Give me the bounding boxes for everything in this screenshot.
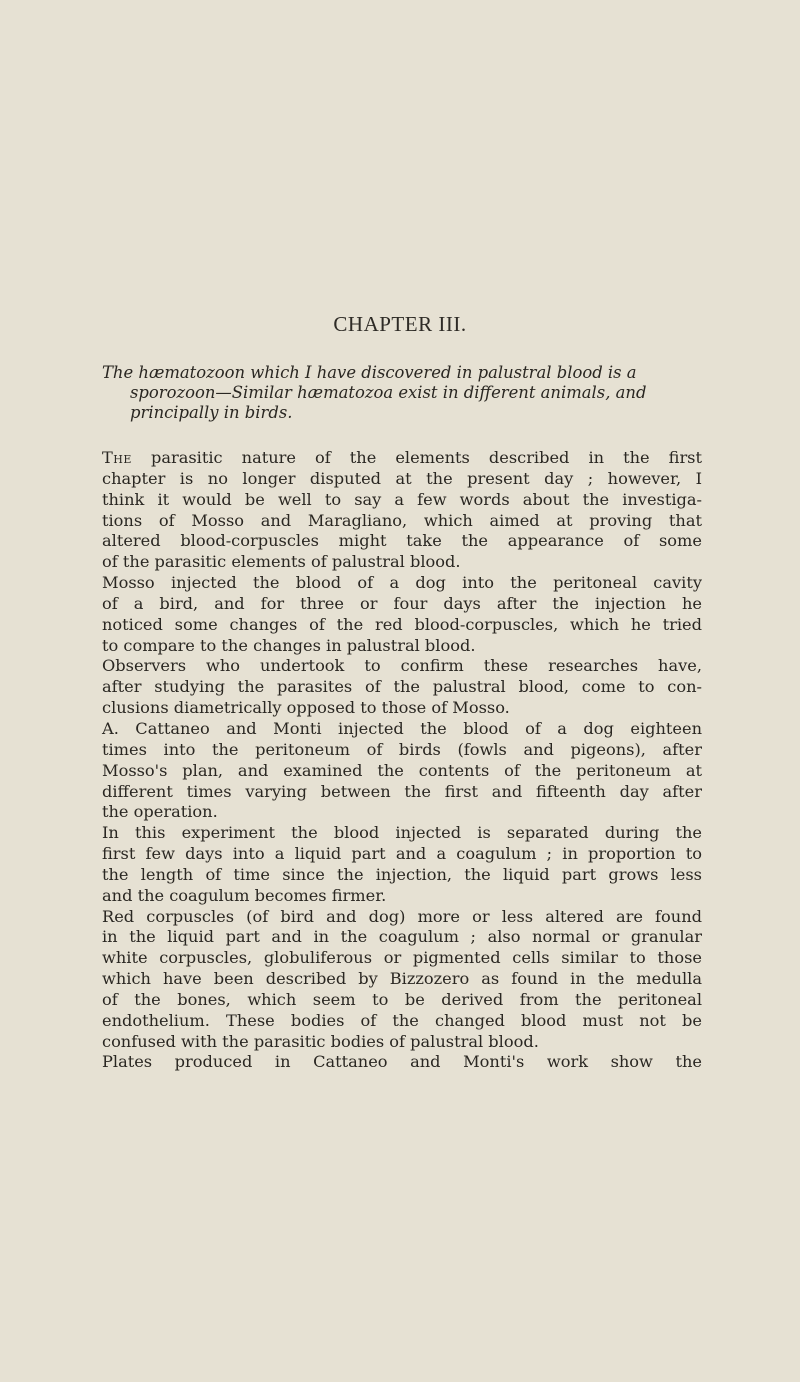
- body-line: clusions diametrically opposed to those of Mosso.: [102, 698, 510, 718]
- body-line: the length of time since the injection, the liquid part grows less: [102, 864, 702, 884]
- chapter-heading: CHAPTER III.: [333, 312, 467, 336]
- body-line: tions of Mosso and Maragliano, which aimed at proving that: [102, 510, 702, 530]
- body-line: Observers who undertook to confirm these researches have,: [102, 656, 702, 676]
- body-line: endothelium. These bodies of the changed blood must not be: [102, 1010, 702, 1030]
- body-line: of the parasitic elements of palustral blood.: [102, 552, 461, 572]
- body-line: the operation.: [102, 802, 218, 822]
- body-line: Mosso's plan, and examined the contents of the peritoneum at: [102, 760, 702, 780]
- body-line: chapter is no longer disputed at the present day ; however, I: [102, 468, 702, 488]
- chapter-summary: [102, 363, 702, 423]
- body-line-text: parasitic nature of the elements described in the first: [131, 448, 702, 467]
- body-line: confused with the parasitic bodies of palustral blood.: [102, 1031, 539, 1051]
- body-line: white corpuscles, globuliferous or pigmented cells similar to those: [102, 948, 702, 968]
- body-line: Red corpuscles (of bird and dog) more or less altered are found: [102, 906, 702, 926]
- body-line: in the liquid part and in the coagulum ; also normal or granular: [102, 927, 702, 947]
- body-line: of the bones, which seem to be derived from the peritoneal: [102, 989, 702, 1009]
- body-line: and the coagulum becomes firmer.: [102, 885, 387, 905]
- body-line: Mosso injected the blood of a dog into the peritoneal cavity: [102, 573, 702, 593]
- body-line: noticed some changes of the red blood-corpuscles, which he tried: [102, 614, 702, 634]
- body-line: altered blood-corpuscles might take the appearance of some: [102, 531, 702, 551]
- body-line: Plates produced in Cattaneo and Monti's work show the: [102, 1052, 702, 1072]
- summary-line: principally in birds.: [130, 403, 293, 422]
- body-line: after studying the parasites of the palustral blood, come to con-: [102, 677, 702, 697]
- chapter-body: [102, 448, 702, 1073]
- summary-line: The hæmatozoon which I have discovered in palustral blood is a: [102, 363, 637, 382]
- summary-line: sporozoon—Similar hæmatozoa exist in different animals, and: [130, 383, 647, 402]
- body-line: first few days into a liquid part and a coagulum ; in proportion to: [102, 844, 702, 864]
- body-line: of a bird, and for three or four days after the injection he: [102, 593, 702, 613]
- body-line: In this experiment the blood injected is separated during the: [102, 823, 702, 843]
- opening-word: The: [102, 448, 132, 467]
- body-line: to compare to the changes in palustral blood.: [102, 635, 476, 655]
- body-line: A. Cattaneo and Monti injected the blood of a dog eighteen: [102, 718, 702, 738]
- body-line: which have been described by Bizzozero as found in the medulla: [102, 969, 702, 989]
- body-line: different times varying between the first and fifteenth day after: [102, 781, 702, 801]
- body-line: think it would be well to say a few words about the investiga-: [102, 489, 702, 509]
- body-line: times into the peritoneum of birds (fowls and pigeons), after: [102, 739, 702, 759]
- body-line: [102, 448, 702, 469]
